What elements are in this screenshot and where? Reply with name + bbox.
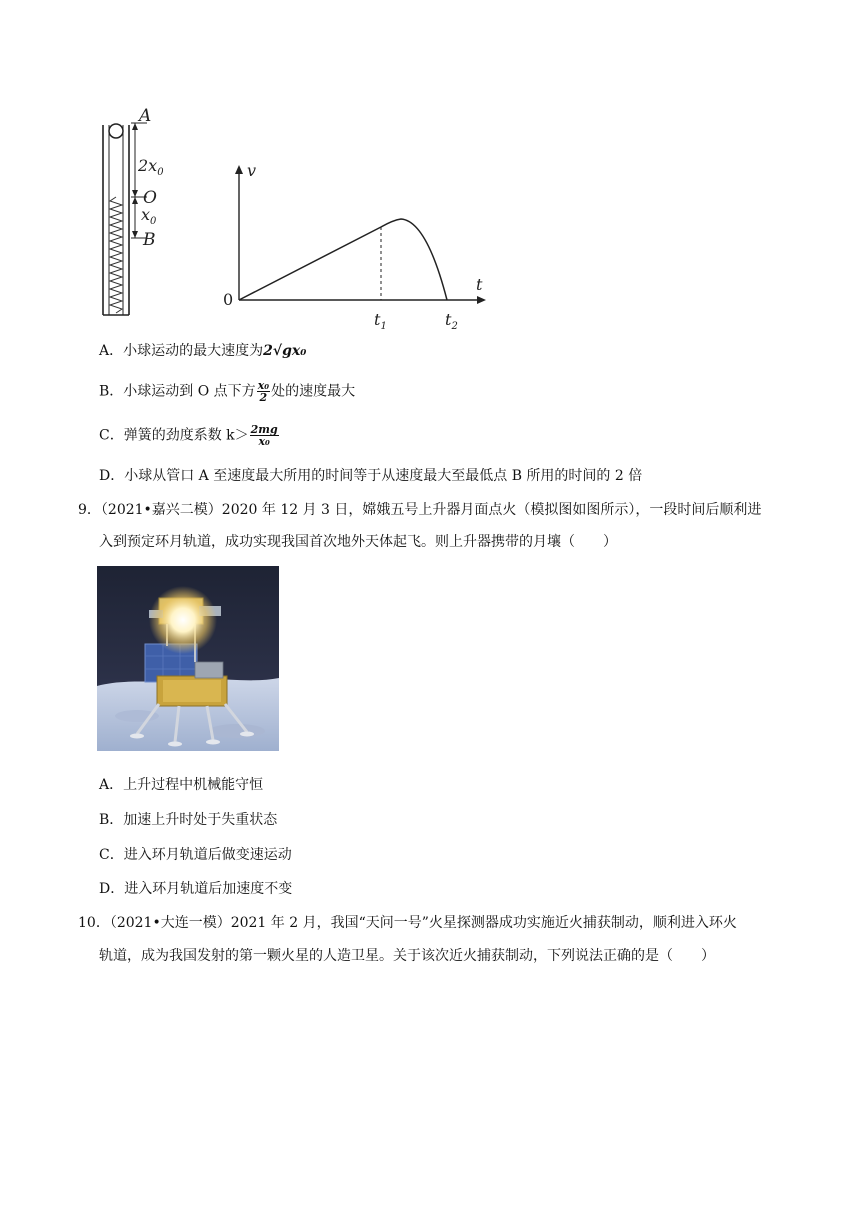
- math-max-speed: 2√gx₀: [263, 343, 307, 359]
- q8-option-d-letter-inline: D．: [99, 468, 125, 484]
- tick-label-t1: $t_1$: [374, 310, 387, 332]
- label-2x0: $2x_0$: [138, 156, 164, 178]
- origin-label: 0: [223, 290, 234, 309]
- tick-label-t2: $t_2$: [445, 310, 458, 332]
- q10-stem-line2: 轨道，成为我国发射的第一颗火星的人造卫星。关于该次近火捕获制动，下列说法正确的是（ ）: [99, 948, 715, 964]
- q9-option-c[interactable]: C．进入环月轨道后做变速运动: [99, 847, 292, 863]
- lunar-lander-image: [97, 566, 279, 751]
- q8-option-d[interactable]: D．小球从管口 A 至速度最大所用的时间等于从速度最大至最低点 B 所用的时间的 2 倍: [99, 468, 643, 484]
- q9-option-b[interactable]: B．加速上升时处于失重状态: [99, 812, 278, 828]
- spring: [110, 197, 122, 313]
- label-B: B: [143, 230, 156, 250]
- q8-option-a[interactable]: A．小球运动的最大速度为2√gx₀: [99, 343, 307, 359]
- q8-option-c[interactable]: C．弹簧的劲度系数 k＞ $\frac{2mg}{\text{x₀}}$: [99, 423, 278, 448]
- velocity-time-graph: [220, 160, 495, 340]
- label-x0: $x_0$: [141, 205, 157, 227]
- label-A: A: [139, 106, 152, 126]
- q8-option-b[interactable]: B．小球运动到 O 点下方 $\frac{\text{x₀}}{2}$ 处的速度最大: [99, 379, 356, 404]
- q9-stem-line2: 入到预定环月轨道，成功实现我国首次地外天体起飞。则上升器携带的月壤（ ）: [99, 534, 617, 550]
- tube-spring-figure: [95, 105, 185, 320]
- label-O: O: [143, 188, 157, 208]
- q9-option-d[interactable]: D．进入环月轨道后加速度不变: [99, 881, 293, 897]
- q9-option-a[interactable]: A．上升过程中机械能守恒: [99, 777, 264, 793]
- axis-label-v: v: [247, 161, 257, 180]
- axis-label-t: t: [476, 275, 483, 294]
- q10-stem-line1: 10．（2021•大连一模）2021 年 2 月，我国“天问一号”火星探测器成功实施近火捕获制动，顺利进入环火: [78, 915, 737, 931]
- velocity-curve: [239, 219, 447, 300]
- fraction-2mg-over-x0: $\frac{2mg}{\text{x₀}}$: [250, 423, 278, 448]
- q9-stem-line1: 9．（2021•嘉兴二模）2020 年 12 月 3 日，嫦娥五号上升器月面点火（模拟图如图所示），一段时间后顺利进: [78, 502, 762, 518]
- ball: [109, 124, 123, 138]
- fraction-x0-over-2: $\frac{\text{x₀}}{2}$: [257, 379, 270, 404]
